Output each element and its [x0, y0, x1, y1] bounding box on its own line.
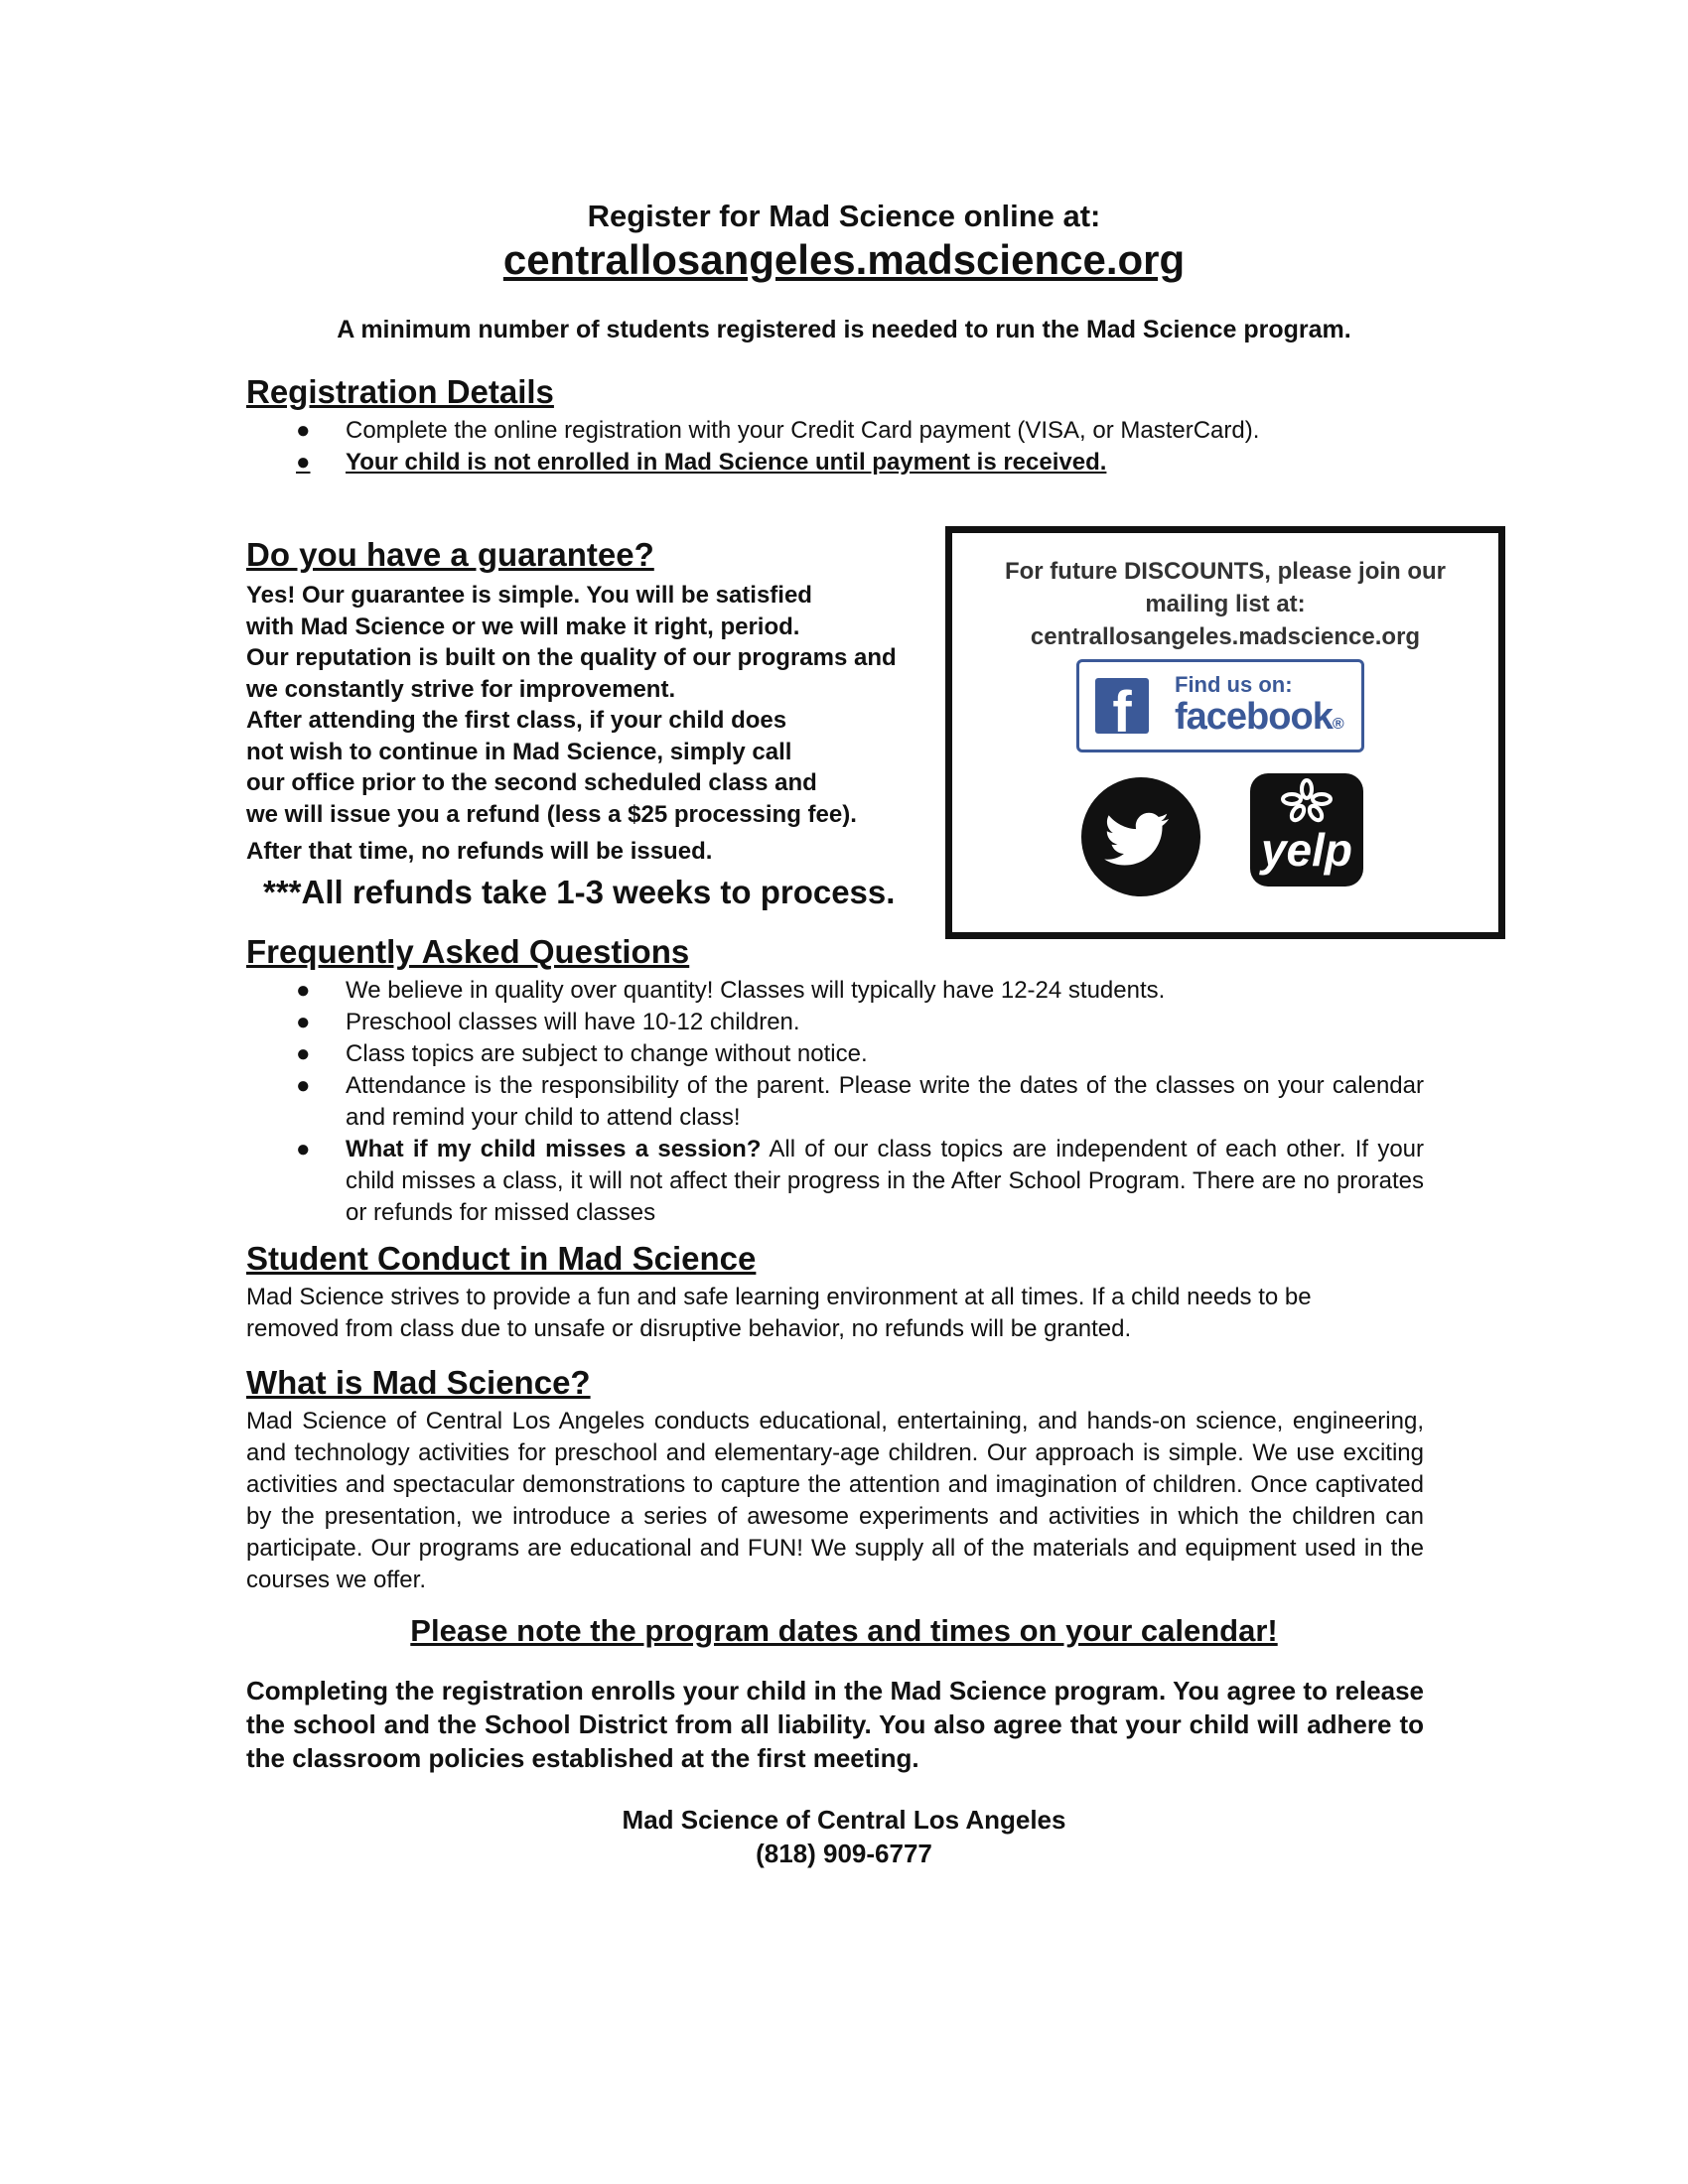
registration-url-link[interactable]: centrallosangeles.madscience.org: [502, 236, 1186, 283]
list-item: ● Complete the online registration with your Credit Card payment (VISA, or MasterCard).: [296, 417, 1260, 444]
guarantee-text: [246, 580, 941, 868]
guarantee-line: with Mad Science or we will make it right, period.: [246, 613, 800, 640]
registration-bullet-2: Your child is not enrolled in Mad Science until payment is received.: [346, 449, 1107, 476]
facebook-icon: f: [1095, 678, 1149, 734]
facebook-word: facebook: [1175, 696, 1333, 738]
guarantee-heading: Do you have a guarantee?: [246, 536, 654, 573]
guarantee-line: we will issue you a refund (less a $25 processing fee).: [246, 800, 857, 828]
list-item: ● Attendance is the responsibility of the parent. Please write the dates of the classes on your calendar and remind your child to attend class!: [296, 1072, 1424, 1131]
list-item: ● What if my child misses a session? All of our class topics are independent of each other. If your child misses a class, it will not affect their progress in the After School Program. There are no prorates or refunds for missed classes: [296, 1136, 1425, 1226]
registration-heading: Registration Details: [246, 373, 554, 410]
list-item: ● Preschool classes will have 10-12 children.: [296, 1009, 800, 1035]
footer: [0, 1803, 1688, 1870]
about-text: Mad Science of Central Los Angeles conducts educational, entertaining, and hands-on science, engineering, and technology activities for preschool and elementary-age children. Our approach is simple. We use exciting activities and spectacular demonstrations to capture the attention and imagination of children. Once captivated by the presentation, we introduce a series of awesome experiments and activities in which the children can participate. Our programs are educational and FUN! We supply all of the materials and equipment used in the courses we offer.: [246, 1408, 1424, 1593]
register-intro: Register for Mad Science online at:: [587, 199, 1101, 233]
minimum-notice: A minimum number of students registered is needed to run the Mad Science program.: [337, 316, 1351, 343]
social-media-box: [945, 526, 1505, 939]
yelp-wordmark: yelp: [1260, 824, 1353, 876]
mailing-list-text: [952, 555, 1498, 653]
facebook-button[interactable]: [1076, 659, 1364, 752]
footer-organization: Mad Science of Central Los Angeles: [622, 1805, 1066, 1835]
yelp-icon[interactable]: [1250, 773, 1363, 887]
guarantee-line: Our reputation is built on the quality of our programs and: [246, 644, 897, 671]
faq-list: [246, 975, 1424, 1229]
faq-item-4: Attendance is the responsibility of the parent. Please write the dates of the classes on your calendar and remind your child to attend class!: [346, 1072, 1424, 1131]
list-item: ● We believe in quality over quantity! Classes will typically have 12-24 students.: [296, 977, 1166, 1004]
registration-list: [246, 415, 1438, 478]
guarantee-line: After that time, no refunds will be issued.: [246, 838, 713, 865]
agreement-text: Completing the registration enrolls your child in the Mad Science program. You agree to release the school and the School District from all liability. You also agree that your child will adhere to the classroom policies established at the first meeting.: [246, 1676, 1424, 1773]
guarantee-line: After attending the first class, if your child does: [246, 707, 787, 734]
facebook-registered-mark: ®: [1332, 716, 1343, 733]
footer-phone: (818) 909-6777: [756, 1839, 932, 1868]
calendar-note: Please note the program dates and times on your calendar!: [410, 1613, 1278, 1648]
guarantee-line: not wish to continue in Mad Science, simply call: [246, 738, 792, 765]
guarantee-line: Yes! Our guarantee is simple. You will be satisfied: [246, 582, 812, 609]
mailing-list-line: mailing list at:: [1145, 591, 1306, 617]
refund-notice: ***All refunds take 1-3 weeks to process.: [263, 874, 896, 910]
twitter-bird-glyph: [1081, 777, 1200, 896]
twitter-icon[interactable]: [1081, 777, 1200, 896]
facebook-wordmark: [1175, 696, 1343, 739]
facebook-find-label: Find us on:: [1175, 672, 1293, 697]
list-item: ● Your child is not enrolled in Mad Science until payment is received.: [296, 449, 1107, 476]
guarantee-line: we constantly strive for improvement.: [246, 675, 676, 703]
faq-item-3: Class topics are subject to change without notice.: [346, 1040, 868, 1067]
guarantee-line: our office prior to the second scheduled class and: [246, 769, 817, 796]
faq-item-5-answer: All of our class topics are independent of each other. If your child misses a class, it will not affect their progress in the After School Program. There are no prorates or refunds for missed classes: [346, 1136, 1425, 1226]
registration-bullet-1: Complete the online registration with your Credit Card payment (VISA, or MasterCard).: [346, 417, 1260, 444]
conduct-text: Mad Science strives to provide a fun and safe learning environment at all times. If a child needs to be removed from class due to unsafe or disruptive behavior, no refunds will be granted.: [246, 1284, 1312, 1342]
faq-heading: Frequently Asked Questions: [246, 933, 690, 970]
faq-item-5-question: What if my child misses a session?: [346, 1136, 762, 1162]
list-item: ● Class topics are subject to change without notice.: [296, 1040, 868, 1067]
mailing-list-url[interactable]: centrallosangeles.madscience.org: [1030, 623, 1421, 650]
conduct-heading: Student Conduct in Mad Science: [246, 1240, 757, 1277]
about-heading: What is Mad Science?: [246, 1364, 591, 1401]
faq-item-1: We believe in quality over quantity! Classes will typically have 12-24 students.: [346, 977, 1166, 1004]
faq-item-2: Preschool classes will have 10-12 children.: [346, 1009, 800, 1035]
mailing-list-line: For future DISCOUNTS, please join our: [1004, 558, 1447, 585]
